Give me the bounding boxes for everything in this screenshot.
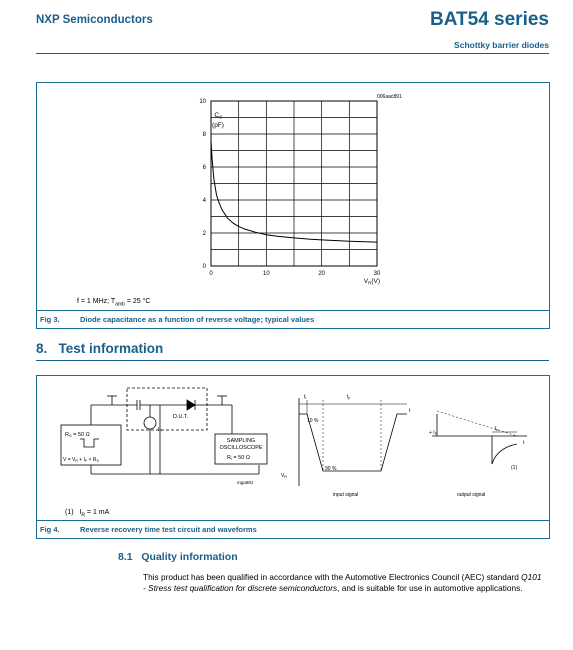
tp-label: $t_p$ xyxy=(347,394,351,400)
y-tick-label: 0 xyxy=(202,264,206,270)
pct10-label: 10 % xyxy=(307,418,319,424)
y-axis-label: $C_d$ xyxy=(214,112,222,120)
chart-code: 006aac891 xyxy=(377,94,402,100)
x-axis-label: $V_R(V)$ xyxy=(363,278,380,286)
y-tick-label: 10 xyxy=(199,99,206,105)
company-name: NXP Semiconductors xyxy=(36,14,153,26)
x-tick-label: 10 xyxy=(262,271,270,277)
figure-3-box xyxy=(36,82,550,329)
figure-3-caption: Fig 3. Diode capacitance as a function of reverse voltage; typical values xyxy=(40,315,315,324)
capacitance-chart xyxy=(37,83,549,308)
chart-tick-labels xyxy=(199,99,381,277)
section-rule xyxy=(36,360,549,361)
y-tick-label: 4 xyxy=(202,198,206,204)
figure-4-box xyxy=(36,375,550,539)
figure-3-caption-rule xyxy=(37,310,549,311)
scope-label-1: SAMPLING xyxy=(226,438,256,444)
quality-paragraph: This product has been qualified in accordance with the Automotive Electronics Council (AEC) standard Q101 - Stress test qualification for discrete semiconductors, and is suitable for use in automotive applications. xyxy=(143,572,542,593)
figure-3-conditions: f = 1 MHz; $T_{amb} = 25$ °C xyxy=(77,298,151,308)
x-tick-label: 0 xyxy=(209,271,213,277)
input-signal-label: input signal xyxy=(333,492,359,498)
ri-label: Ri = 50 Ω xyxy=(227,455,250,461)
product-subtitle: Schottky barrier diodes xyxy=(454,40,549,50)
output-signal-label: output signal xyxy=(457,492,486,498)
test-circuit-diagram xyxy=(37,376,549,506)
pulse-symbol xyxy=(80,439,99,447)
pct90-label: 90 % xyxy=(325,466,337,472)
output-note-marker: (1) xyxy=(511,465,518,471)
voltage-equation: $V = V_R + I_F \times R_S$ xyxy=(63,457,99,463)
product-title: BAT54 series xyxy=(430,9,549,30)
subsection-title: 8.1 Quality information xyxy=(118,551,238,563)
figure-4-note: (1) $I_R = 1$ mA xyxy=(65,509,110,519)
vr-label: $V_R$ xyxy=(281,473,287,479)
trr-label: $t_{rr}$ xyxy=(495,426,499,432)
y-tick-label: 2 xyxy=(202,231,206,237)
y-axis-unit: (pF) xyxy=(212,122,224,129)
figure-4-caption: Fig 4. Reverse recovery time test circuit and waveforms xyxy=(40,525,257,534)
if-label: IF xyxy=(158,427,162,433)
t-axis-label-1: t xyxy=(409,408,411,414)
figure-4-caption-rule xyxy=(37,520,549,521)
x-tick-label: 30 xyxy=(373,271,381,277)
scope-label-2: OSCILLOSCOPE xyxy=(219,445,263,451)
rs-label: RS = 50 Ω xyxy=(65,432,90,438)
tr-label: $t_r$ xyxy=(304,394,307,400)
y-tick-label: 6 xyxy=(202,165,206,171)
x-tick-label: 20 xyxy=(318,271,326,277)
diode-symbol xyxy=(187,400,195,410)
t-axis-label-2: t xyxy=(523,440,525,446)
section-title: 8. Test information xyxy=(36,341,164,356)
dut-label: D.U.T. xyxy=(173,414,189,420)
header-rule xyxy=(36,53,549,54)
output-recovery xyxy=(492,444,517,464)
y-tick-label: 8 xyxy=(202,132,206,138)
if2-label: + $I_F$ xyxy=(429,430,437,436)
current-source xyxy=(144,417,156,429)
figure-4-code: mga881 xyxy=(237,480,254,485)
